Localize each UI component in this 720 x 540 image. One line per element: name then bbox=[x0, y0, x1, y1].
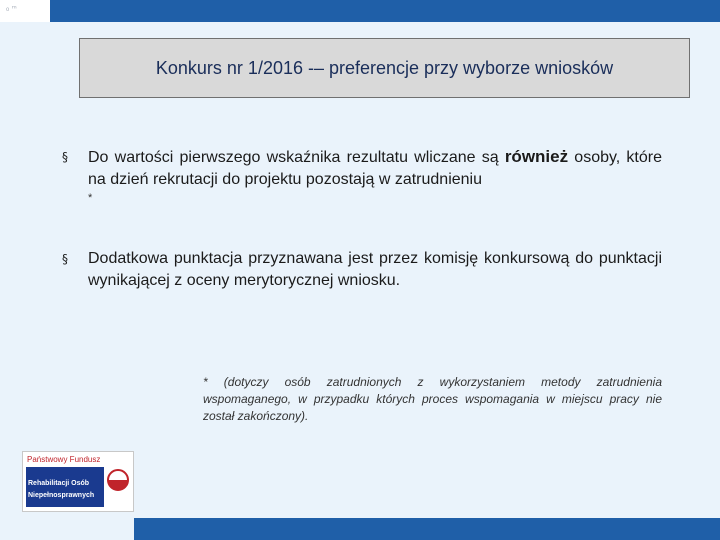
logo-line-1: Państwowy Fundusz bbox=[27, 455, 101, 464]
bullet-marker-icon: § bbox=[62, 150, 68, 164]
bullet-marker-icon: § bbox=[62, 252, 68, 266]
logo-line-2: Rehabilitacji Osób bbox=[28, 480, 90, 487]
bullet-text-1-start: Do wartości pierwszego wskaźnika rezultatu wliczane są bbox=[88, 149, 505, 166]
logo-blue-panel bbox=[26, 467, 104, 507]
corner-mark: ₀ ᵐ bbox=[6, 4, 17, 13]
title-box bbox=[79, 38, 690, 98]
bullet-item-2 bbox=[62, 248, 662, 292]
footer-band bbox=[134, 518, 720, 540]
bullet-text-2: Dodatkowa punktacja przyznawana jest przez komisję konkursową do punktacji wynikającej z oceny merytorycznej wniosku. bbox=[88, 250, 662, 289]
bullet-text-1 bbox=[88, 146, 662, 191]
header-band bbox=[50, 0, 720, 22]
bullet-item-1 bbox=[62, 146, 662, 191]
bullet-text-1-emphasis: również bbox=[504, 147, 569, 166]
footnote: * (dotyczy osób zatrudnionych z wykorzystaniem metody zatrudnienia wspomaganego, w przypadku których proces wspomagania w miejscu pracy nie został zakończony). bbox=[203, 375, 662, 423]
pfron-logo bbox=[22, 451, 134, 512]
logo-disc-icon bbox=[107, 469, 129, 491]
logo-line-3: Niepełnosprawnych bbox=[28, 492, 95, 499]
footnote-asterisk: * bbox=[88, 192, 93, 204]
bullet-text-1-end: osoby, które na dzień rekrutacji do projektu pozostają w zatrudnieniu bbox=[88, 149, 663, 188]
slide-title: Konkurs nr 1/2016 -– preferencje przy wyborze wniosków bbox=[155, 57, 614, 78]
